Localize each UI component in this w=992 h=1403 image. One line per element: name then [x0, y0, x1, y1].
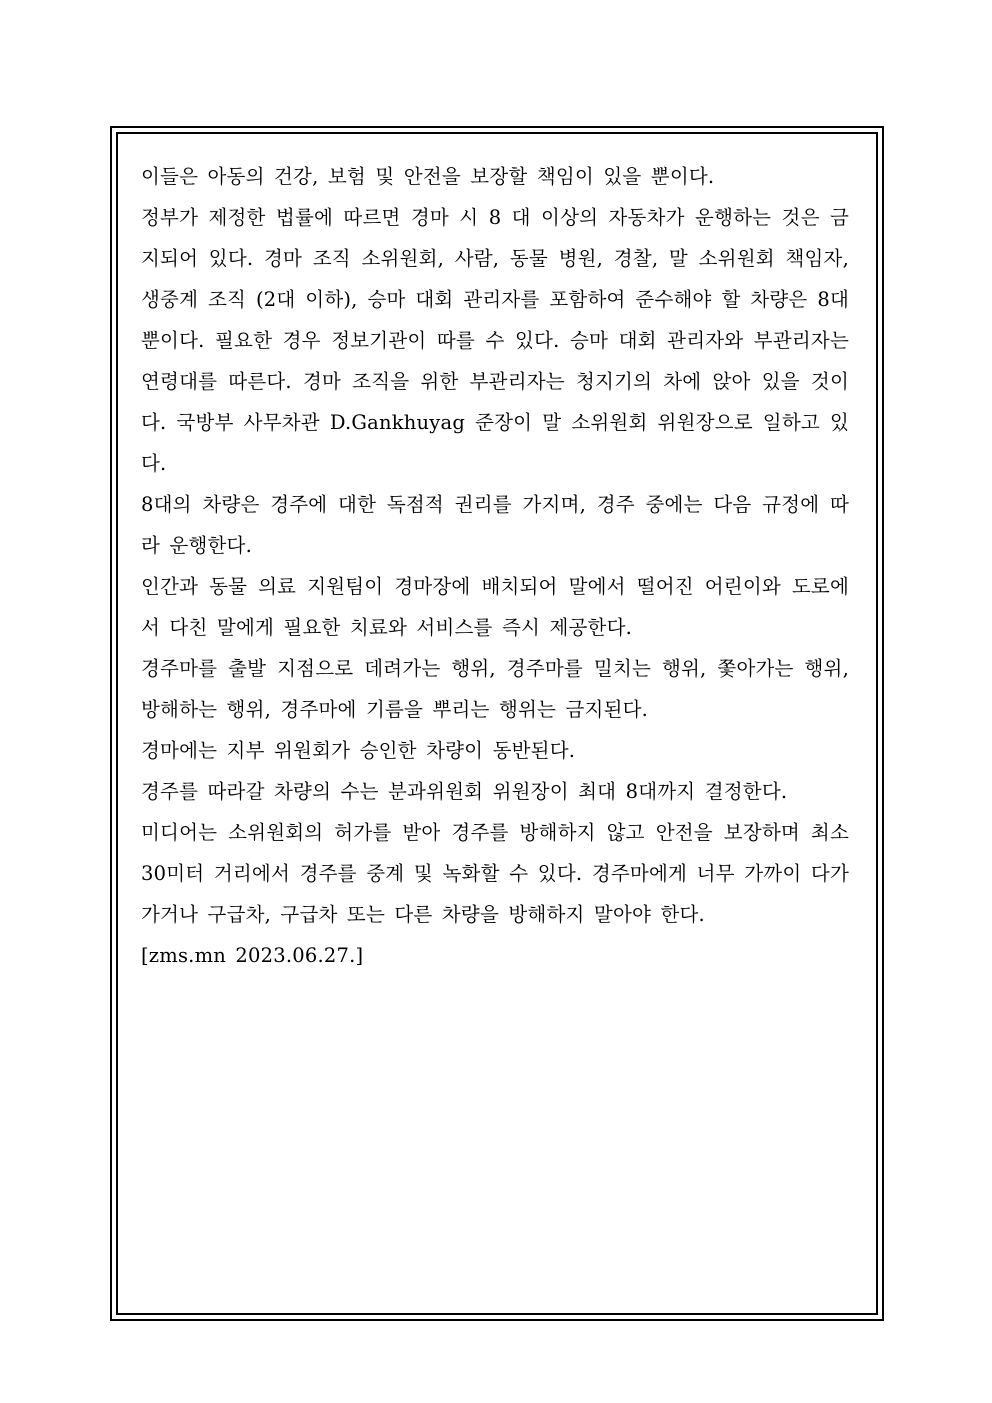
document-body — [141, 156, 849, 976]
paragraph-8: 미디어는 소위원회의 허가를 받아 경주를 방해하지 않고 안전을 보장하며 최소 30미터 거리에서 경주를 중계 및 녹화할 수 있다. 경주마에게 너무 가까이 다가가거나 구급차, 구급차 또는 다른 차량을 방해하지 말아야 한다. — [141, 821, 849, 926]
paragraph-7: 경주를 따라갈 차량의 수는 분과위원회 위원장이 최대 8대까지 결정한다. — [141, 780, 788, 803]
source-citation: [zms.mn 2023.06.27.] — [141, 944, 364, 967]
paragraph-4: 인간과 동물 의료 지원팀이 경마장에 배치되어 말에서 떨어진 어린이와 도로에서 다친 말에게 필요한 치료와 서비스를 즉시 제공한다. — [141, 575, 849, 639]
paragraph-1: 이들은 아동의 건강, 보험 및 안전을 보장할 책임이 있을 뿐이다. — [141, 165, 715, 188]
paragraph-6: 경마에는 지부 위원회가 승인한 차량이 동반된다. — [141, 739, 576, 762]
paragraph-2: 정부가 제정한 법률에 따르면 경마 시 8 대 이상의 자동차가 운행하는 것은 금지되어 있다. 경마 조직 소위원회, 사람, 동물 병원, 경찰, 말 소위원회 책임자, 생중계 조직 (2대 이하), 승마 대회 관리자를 포함하여 준수해야 할 차량은 8대뿐이다. 필요한 경우 정보기관이 따를 수 있다. 승마 대회 관리자와 부관리자는 연령대를 따른다. 경마 조직을 위한 부관리자는 청지기의 차에 앉아 있을 것이다. 국방부 사무차관 D.Gankhuyag 준장이 말 소위원회 위원장으로 일하고 있다. — [141, 206, 849, 475]
paragraph-5: 경주마를 출발 지점으로 데려가는 행위, 경주마를 밀치는 행위, 쫓아가는 행위, 방해하는 행위, 경주마에 기름을 뿌리는 행위는 금지된다. — [141, 657, 849, 721]
paragraph-3: 8대의 차량은 경주에 대한 독점적 권리를 가지며, 경주 중에는 다음 규정에 따라 운행한다. — [141, 493, 849, 557]
